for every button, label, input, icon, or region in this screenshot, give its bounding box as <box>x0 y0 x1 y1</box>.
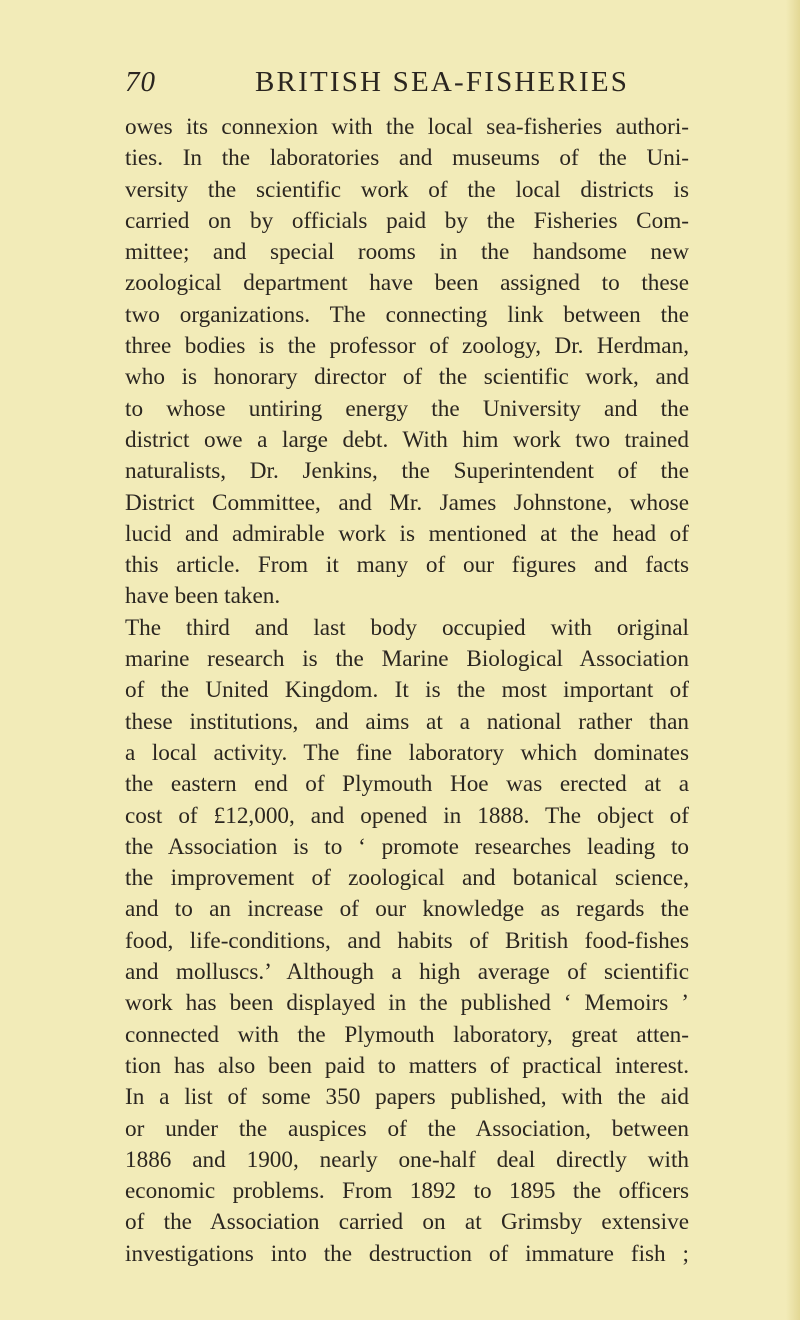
page-edge-shadow <box>786 0 800 1320</box>
text-line: or under the auspices of the Association, between <box>125 1115 689 1142</box>
text-line: The third and last body occupied with original <box>125 614 689 641</box>
text-line: these institutions, and aims at a national rather than <box>125 708 689 735</box>
text-line: of the United Kingdom. It is the most important of <box>125 677 689 704</box>
text-line: 1886 and 1900, nearly one-half deal directly with <box>125 1146 689 1173</box>
text-line: investigations into the destruction of immature fish ; <box>125 1240 689 1267</box>
text-line: carried on by officials paid by the Fisheries Com- <box>125 207 689 234</box>
text-line: a local activity. The fine laboratory which dominates <box>125 739 689 766</box>
text-line: owes its connexion with the local sea-fisheries authori- <box>125 114 689 140</box>
text-line: connected with the Plymouth laboratory, great atten- <box>125 1021 689 1048</box>
text-line: this article. From it many of our figures and facts <box>125 552 689 579</box>
text-line: economic problems. From 1892 to 1895 the officers <box>125 1178 689 1205</box>
body-text <box>125 112 689 1270</box>
text-line: the Association is to ‘ promote researches leading to <box>125 833 689 860</box>
text-line: tion has also been paid to matters of practical interest. <box>125 1052 689 1079</box>
text-line: the improvement of zoological and botanical science, <box>125 865 689 892</box>
text-line: cost of £12,000, and opened in 1888. The object of <box>125 802 689 829</box>
text-line: District Committee, and Mr. James Johnstone, whose <box>125 489 689 516</box>
text-line: mittee; and special rooms in the handsome new <box>125 239 689 266</box>
text-line: two organizations. The connecting link between the <box>125 301 689 328</box>
text-line: to whose untiring energy the University and the <box>125 395 689 422</box>
text-line: and to an increase of our knowledge as regards the <box>125 896 689 923</box>
text-line: naturalists, Dr. Jenkins, the Superintendent of the <box>125 458 689 485</box>
text-line: three bodies is the professor of zoology, Dr. Herdman, <box>125 333 689 360</box>
text-line: zoological department have been assigned to these <box>125 270 689 297</box>
page-header <box>125 66 685 106</box>
text-line: work has been displayed in the published ‘ Memoirs ’ <box>125 990 689 1017</box>
text-line: district owe a large debt. With him work two trained <box>125 426 689 453</box>
page-number: 70 <box>125 66 156 98</box>
text-line: who is honorary director of the scientific work, and <box>125 364 689 391</box>
text-line: food, life-conditions, and habits of British food-fishes <box>125 927 689 954</box>
text-line: of the Association carried on at Grimsby extensive <box>125 1209 689 1236</box>
text-line: versity the scientific work of the local districts is <box>125 176 689 203</box>
text-line: In a list of some 350 papers published, with the aid <box>125 1084 689 1111</box>
text-line: have been taken. <box>125 583 281 610</box>
text-line: the eastern end of Plymouth Hoe was erected at a <box>125 771 689 798</box>
text-line: lucid and admirable work is mentioned at the head of <box>125 520 689 547</box>
text-line: ties. In the laboratories and museums of the Uni- <box>125 145 689 172</box>
running-title: BRITISH SEA-FISHERIES <box>255 66 630 98</box>
text-line: marine research is the Marine Biological Association <box>125 646 689 673</box>
text-line: and molluscs.’ Although a high average of scientific <box>125 959 689 986</box>
